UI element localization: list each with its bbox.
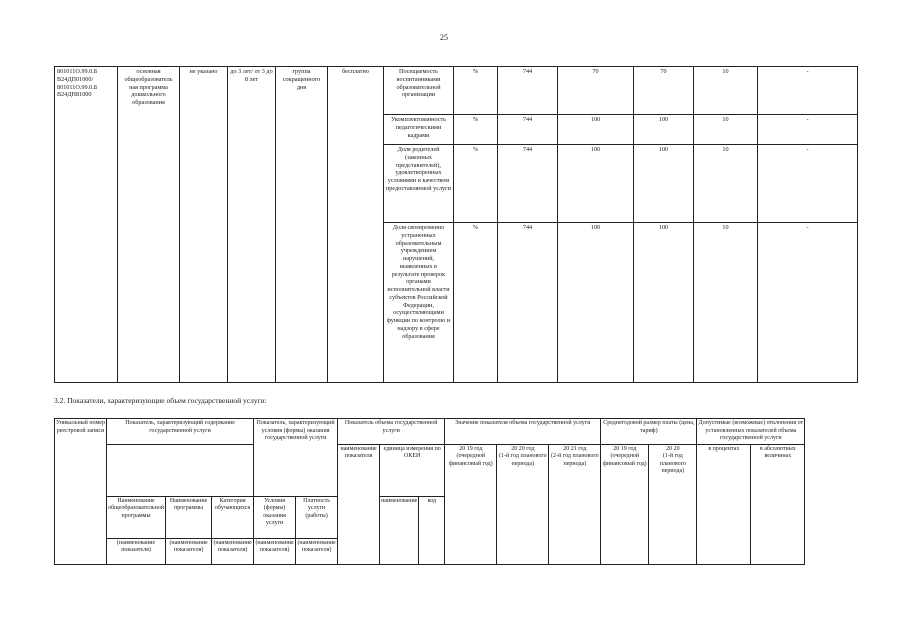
price-year2-label: 20 20 <box>666 445 680 452</box>
year3-cell <box>549 444 601 564</box>
indicator-name: Доля своевременно устраненных образовательным учреждением нарушений, выявленных в результате проверок органами исполнительной власти субъектов Российской Федерации, осуществляющими функции по контролю и надзору в сфере образования <box>384 223 454 383</box>
indicator-value-4: - <box>758 223 858 383</box>
indicator-value-1: 100 <box>558 145 634 223</box>
indicator-okei: 744 <box>498 223 558 383</box>
indicator-value-2: 70 <box>634 67 694 115</box>
price-year1-note: (очередной финансовый год) <box>603 453 647 467</box>
indicator-value-4: - <box>758 145 858 223</box>
col-payment: Платность услуги (работы) <box>296 496 338 538</box>
header-price: Среднегодовой размер платы (цена, тариф) <box>601 419 697 445</box>
price-year1-cell <box>601 444 649 564</box>
header-registry: Уникальный номер реестровой записи <box>55 419 107 565</box>
indicator-name: Посещаемость воспитанниками образовательной организации <box>384 67 454 115</box>
header-volume-value: Значение показателя объема государственной услуги <box>445 419 601 445</box>
col-forms: Условия (формы) оказания услуги <box>254 496 296 538</box>
price-year2-cell <box>649 444 697 564</box>
param-3: (наименование показателя) <box>212 538 254 564</box>
header-unit: единица измерения по ОКЕИ <box>380 444 445 496</box>
table-row <box>55 67 858 115</box>
indicator-unit: % <box>454 67 498 115</box>
indicator-value-3: 10 <box>694 223 758 383</box>
param-2: (наименование показателя) <box>166 538 212 564</box>
col-program: Наименование общеобразовательной программы <box>107 496 166 538</box>
year2-label: 20 20 год <box>511 445 535 452</box>
indicator-okei: 744 <box>498 115 558 145</box>
param-4: (наименование показателя) <box>254 538 296 564</box>
col-program-name: Наименование программы <box>166 496 212 538</box>
quality-indicators-table <box>54 66 858 383</box>
indicator-value-1: 100 <box>558 223 634 383</box>
price-year1-label: 20 19 год <box>613 445 637 452</box>
year1-cell <box>445 444 497 564</box>
indicator-name: Доля родителей (законных представителей), удовлетворенных условиями и качеством предоставляемой услуги <box>384 145 454 223</box>
not-specified-cell: не указано <box>180 67 228 383</box>
param-5: (наименование показателя) <box>296 538 338 564</box>
table-row <box>55 444 805 496</box>
indicator-okei: 744 <box>498 67 558 115</box>
param-1: (наименование показателя) <box>107 538 166 564</box>
header-indicator-name: наименование показателя <box>338 444 380 564</box>
deviation-absolute: в абсолютных величинах <box>751 444 805 564</box>
registry-code: 801011О.99.0.Б В24ДП01000/ 801011О.99.0.Б В24ДН81000 <box>55 67 118 383</box>
header-conditions: Показатель, характеризующий условия (формы) оказания государственной услуги <box>254 419 338 497</box>
year2-cell <box>497 444 549 564</box>
indicator-value-1: 100 <box>558 115 634 145</box>
group-cell: группа сокращенного дня <box>276 67 328 383</box>
indicator-value-3: 10 <box>694 145 758 223</box>
col-unit-code: код <box>419 496 445 564</box>
indicator-value-2: 100 <box>634 223 694 383</box>
program-name: основная общеобразователь ная программа дошкольного образования <box>118 67 180 383</box>
year2-note: (1-й год планового периода) <box>499 453 547 467</box>
indicator-name: Укомплектованность педагогическими кадрами <box>384 115 454 145</box>
page-number: 25 <box>440 33 448 42</box>
indicator-value-1: 70 <box>558 67 634 115</box>
indicator-value-3: 10 <box>694 67 758 115</box>
table-row <box>55 419 805 445</box>
header-deviation: Допустимые (возможные) отклонения от установленных показателей объема государственной услуги <box>697 419 805 445</box>
content-spacer <box>107 444 254 496</box>
header-volume: Показатель объема государственной услуги <box>338 419 445 445</box>
indicator-unit: % <box>454 223 498 383</box>
indicator-value-4: - <box>758 67 858 115</box>
price-year2-note: (1-й год планового периода) <box>659 453 686 474</box>
indicator-unit: % <box>454 145 498 223</box>
indicator-okei: 744 <box>498 145 558 223</box>
year3-note: (2-й год планового периода) <box>551 453 599 467</box>
year1-label: 20 19 год <box>459 445 483 452</box>
section-title: 3.2. Показатели, характеризующие объем государственной услуги: <box>54 396 267 405</box>
indicator-value-3: 10 <box>694 115 758 145</box>
year1-note: (очередной финансовый год) <box>449 453 493 467</box>
col-category: Категория обучающихся <box>212 496 254 538</box>
deviation-percent: в процентах <box>697 444 751 564</box>
payment-cell: бесплатно <box>328 67 384 383</box>
indicator-value-4: - <box>758 115 858 145</box>
indicator-value-2: 100 <box>634 115 694 145</box>
year3-label: 20 21 год <box>563 445 587 452</box>
col-unit-name: наименование <box>380 496 419 564</box>
volume-indicators-table <box>54 418 805 565</box>
header-content: Показатель, характеризующий содержание государственной услуги <box>107 419 254 445</box>
indicator-unit: % <box>454 115 498 145</box>
age-cell: до 3 лет/ от 3 до 8 лет <box>228 67 276 383</box>
indicator-value-2: 100 <box>634 145 694 223</box>
